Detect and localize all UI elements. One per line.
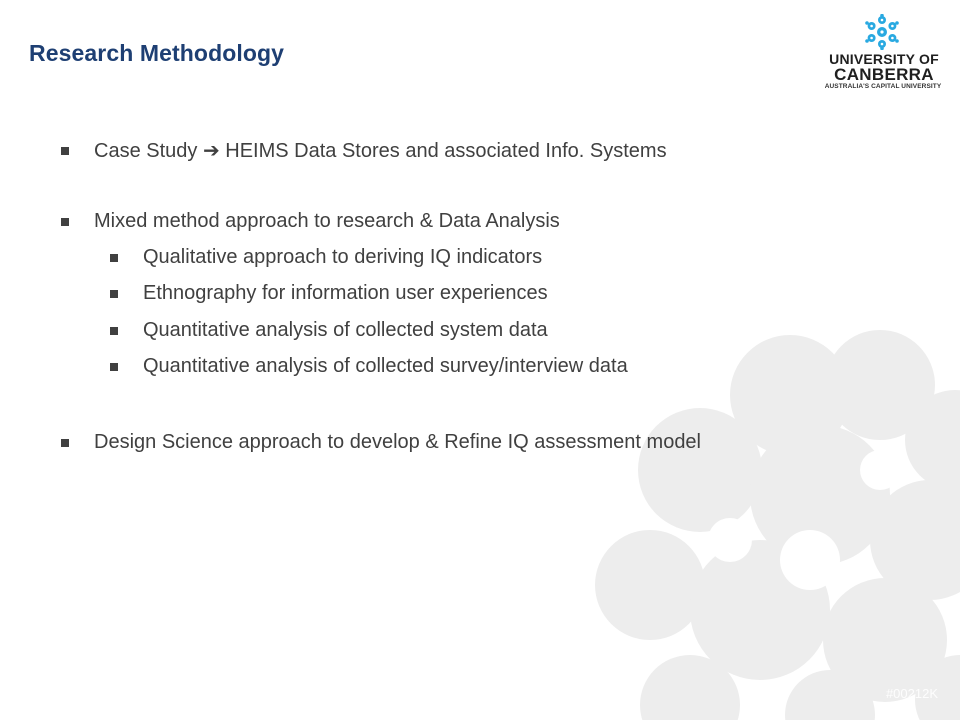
logo-text-line1: UNIVERSITY OF [829,51,939,67]
bullet-marker-icon [61,439,69,447]
bullet-text: Qualitative approach to deriving IQ indicators [143,246,543,268]
bullet-marker-icon [110,363,118,371]
bullet-text: Case Study ➔ HEIMS Data Stores and associated Info. Systems [94,140,667,162]
bullet-case-study [61,138,667,163]
bullet-text: Quantitative analysis of collected system data [143,319,548,341]
bullet-marker-icon [110,327,118,335]
bullet-marker-icon [110,254,118,262]
bullet-text: Ethnography for information user experiences [143,282,548,304]
sub-bullet-survey-data [110,355,628,378]
bullet-mixed-method [61,210,560,233]
slide-title: Research Methodology [29,40,285,66]
sub-bullet-system-data [110,319,548,342]
bullet-marker-icon [61,218,69,226]
bullet-marker-icon [61,147,69,155]
bullet-text: Design Science approach to develop & Refine IQ assessment model [94,431,702,453]
sub-bullet-ethnography [110,282,548,305]
bullet-design-science [61,431,701,454]
bullet-marker-icon [110,290,118,298]
sub-bullet-qualitative [110,246,542,269]
bullet-text: Quantitative analysis of collected survey/interview data [143,355,628,377]
bullet-text: Mixed method approach to research & Data Analysis [94,210,560,232]
logo-text-line2: CANBERRA [834,65,934,84]
footer-code: #00212K [885,686,938,701]
logo-tagline: AUSTRALIA'S CAPITAL UNIVERSITY [824,83,942,90]
